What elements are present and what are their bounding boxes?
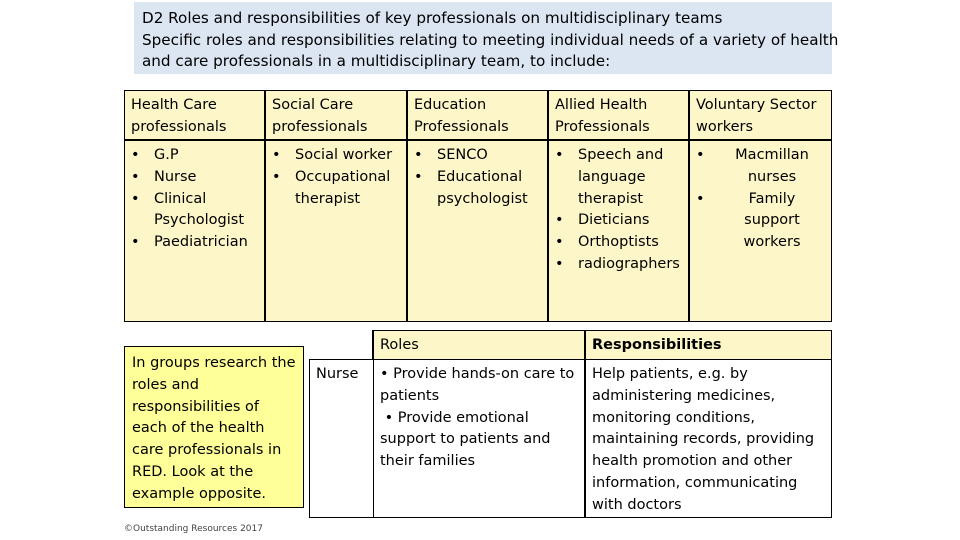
list-item: • Family support workers xyxy=(696,189,825,254)
column-list-health-care xyxy=(124,140,265,322)
list-item: • radiographers xyxy=(555,254,682,276)
list-item: • Social worker xyxy=(272,145,400,167)
subtitle-line: Specific roles and responsibilities relating to meeting individual needs of a variety of health xyxy=(142,30,839,49)
example-roles: • Provide hands-on care to patients • Provide emotional support to patients and their families xyxy=(373,359,585,518)
example-professional: Nurse xyxy=(309,359,374,518)
responsibilities-header: Responsibilities xyxy=(585,330,832,360)
title-line: D2 Roles and responsibilities of key professionals on multidisciplinary teams xyxy=(142,9,723,27)
column-title-health-care: Health Care professionals xyxy=(124,90,265,140)
list-item: • Clinical Psychologist xyxy=(131,189,258,233)
column-title-voluntary-sector: Voluntary Sector workers xyxy=(689,90,832,140)
subtitle-line: and care professionals in a multidisciplinary team, to include: xyxy=(142,52,611,70)
list-item: • Educational psychologist xyxy=(414,167,541,211)
example-responsibilities: Help patients, e.g. by administering medicines, monitoring conditions, maintaining records, providing health promotion and other information, communicating with doctors xyxy=(585,359,832,518)
list-item: • Speech and language therapist xyxy=(555,145,682,210)
list-item: • Paediatrician xyxy=(131,232,258,254)
column-list-education xyxy=(407,140,548,322)
list-item: • G.P xyxy=(131,145,258,167)
list-item: • SENCO xyxy=(414,145,541,167)
list-item: • Occupational therapist xyxy=(272,167,400,211)
title-box xyxy=(134,2,839,74)
column-title-allied-health: Allied Health Professionals xyxy=(548,90,689,140)
list-item: • Dieticians xyxy=(555,210,682,232)
column-title-social-care: Social Care professionals xyxy=(265,90,407,140)
column-list-allied-health xyxy=(548,140,689,322)
list-item: • Orthoptists xyxy=(555,232,682,254)
copyright-text: ©Outstanding Resources 2017 xyxy=(124,524,263,534)
example-blank-header xyxy=(309,330,373,360)
list-item: • Nurse xyxy=(131,167,258,189)
column-list-voluntary-sector xyxy=(689,140,832,322)
column-title-education: Education Professionals xyxy=(407,90,548,140)
list-item: • Macmillan nurses xyxy=(696,145,825,189)
column-list-social-care xyxy=(265,140,407,322)
roles-header: Roles xyxy=(373,330,585,360)
instruction-box: In groups research the roles and responsibilities of each of the health care professionals in RED. Look at the example opposite. xyxy=(124,346,304,508)
